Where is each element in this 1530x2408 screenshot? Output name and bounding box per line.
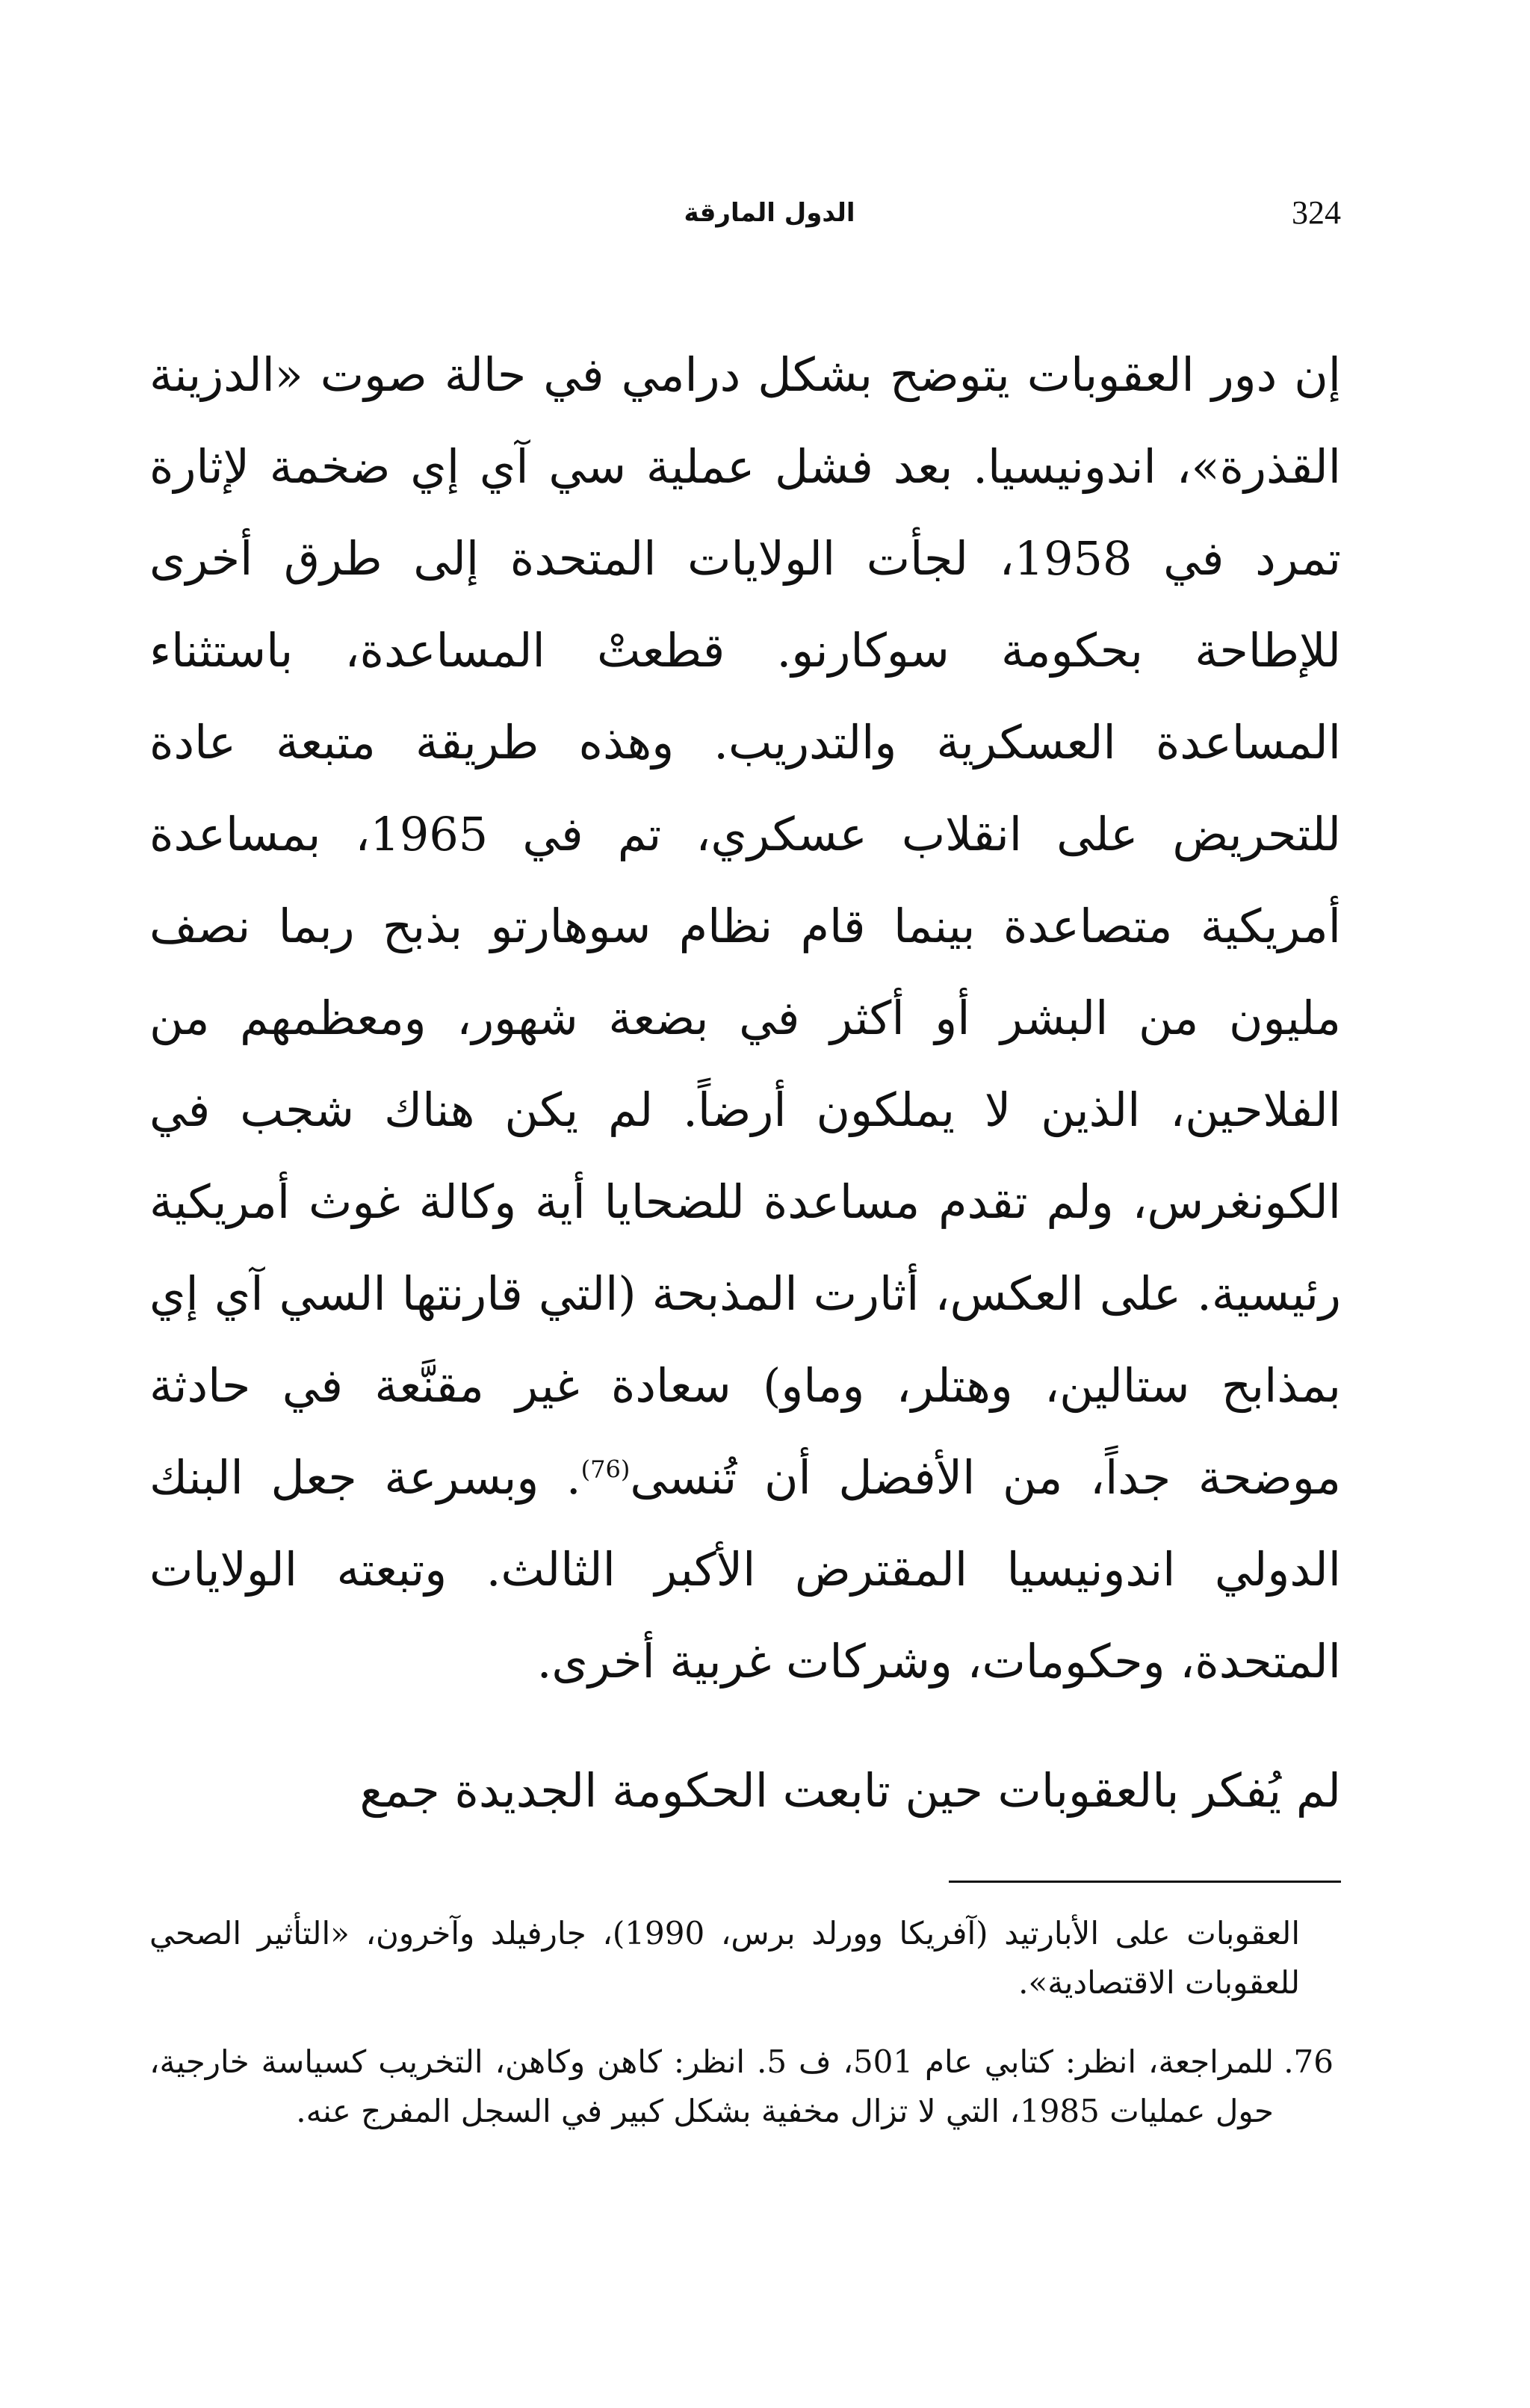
paragraph: لم يُفكر بالعقوبات حين تابعت الحكومة الجديدة جمع — [359, 1763, 1341, 1818]
footnote-reference: (76) — [580, 1455, 631, 1484]
footnote-divider — [949, 1881, 1341, 1883]
footnote-continuation: العقوبات على الأبارتيد (آفريكا وورلد برس، 1990)، جارفيلد وآخرون، «التأثير الصحي للعقوبات الاقتصادية». — [149, 1915, 1300, 2001]
footnotes — [149, 1909, 1341, 2136]
page-header — [149, 191, 1341, 235]
footnote-text: للمراجعة، انظر: كتابي عام 501، ف 5. انظر: كاهن وكاهن، التخريب كسياسة خارجية، حول عمليات 1985، التي لا تزال مخفية بشكل كبير في السجل المفرج عنه. — [149, 2043, 1275, 2129]
main-text — [149, 329, 1341, 1836]
paragraph-text-end: . وبسرعة جعل البنك الدولي اندونيسيا المقترض الأكبر الثالث. وتبعته الولايات المتحدة، وحكومات، وشركات غربية أخرى. — [149, 1450, 1341, 1689]
running-title: الدول المارقة — [684, 198, 855, 228]
footnote-item — [149, 2037, 1341, 2136]
page-number: 324 — [1292, 194, 1341, 231]
paragraph-text: إن دور العقوبات يتوضح بشكل درامي في حالة صوت «الدزينة القذرة»، اندونيسيا. بعد فشل عملية سي آي إي ضخمة لإثارة تمرد في 1958، لجأت الولايات المتحدة إلى طرق أخرى للإطاحة بحكومة سوكارنو. قطعتْ المساعدة، باستثناء المساعدة العسكرية والتدريب. وهذه طريقة متبعة عادة للتحريض على انقلاب عسكري، تم في 1965، بمساعدة أمريكية متصاعدة بينما قام نظام سوهارتو بذبح ربما نصف مليون من البشر أو أكثر في بضعة شهور، ومعظمهم من الفلاحين، الذين لا يملكون أرضاً. لم يكن هناك شجب في الكونغرس، ولم تقدم مساعدة للضحايا أية وكالة غوث أمريكية رئيسية. على العكس، أثارت المذبحة (التي قارنتها السي آي إي بمذابح ستالين، وهتلر، وماو) سعادة غير مقنَّعة في حادثة موضحة جداً، من الأفضل أن تُنسى — [149, 347, 1342, 1505]
paragraph — [149, 329, 1341, 1707]
footnote-number: 76. — [1283, 2043, 1334, 2080]
